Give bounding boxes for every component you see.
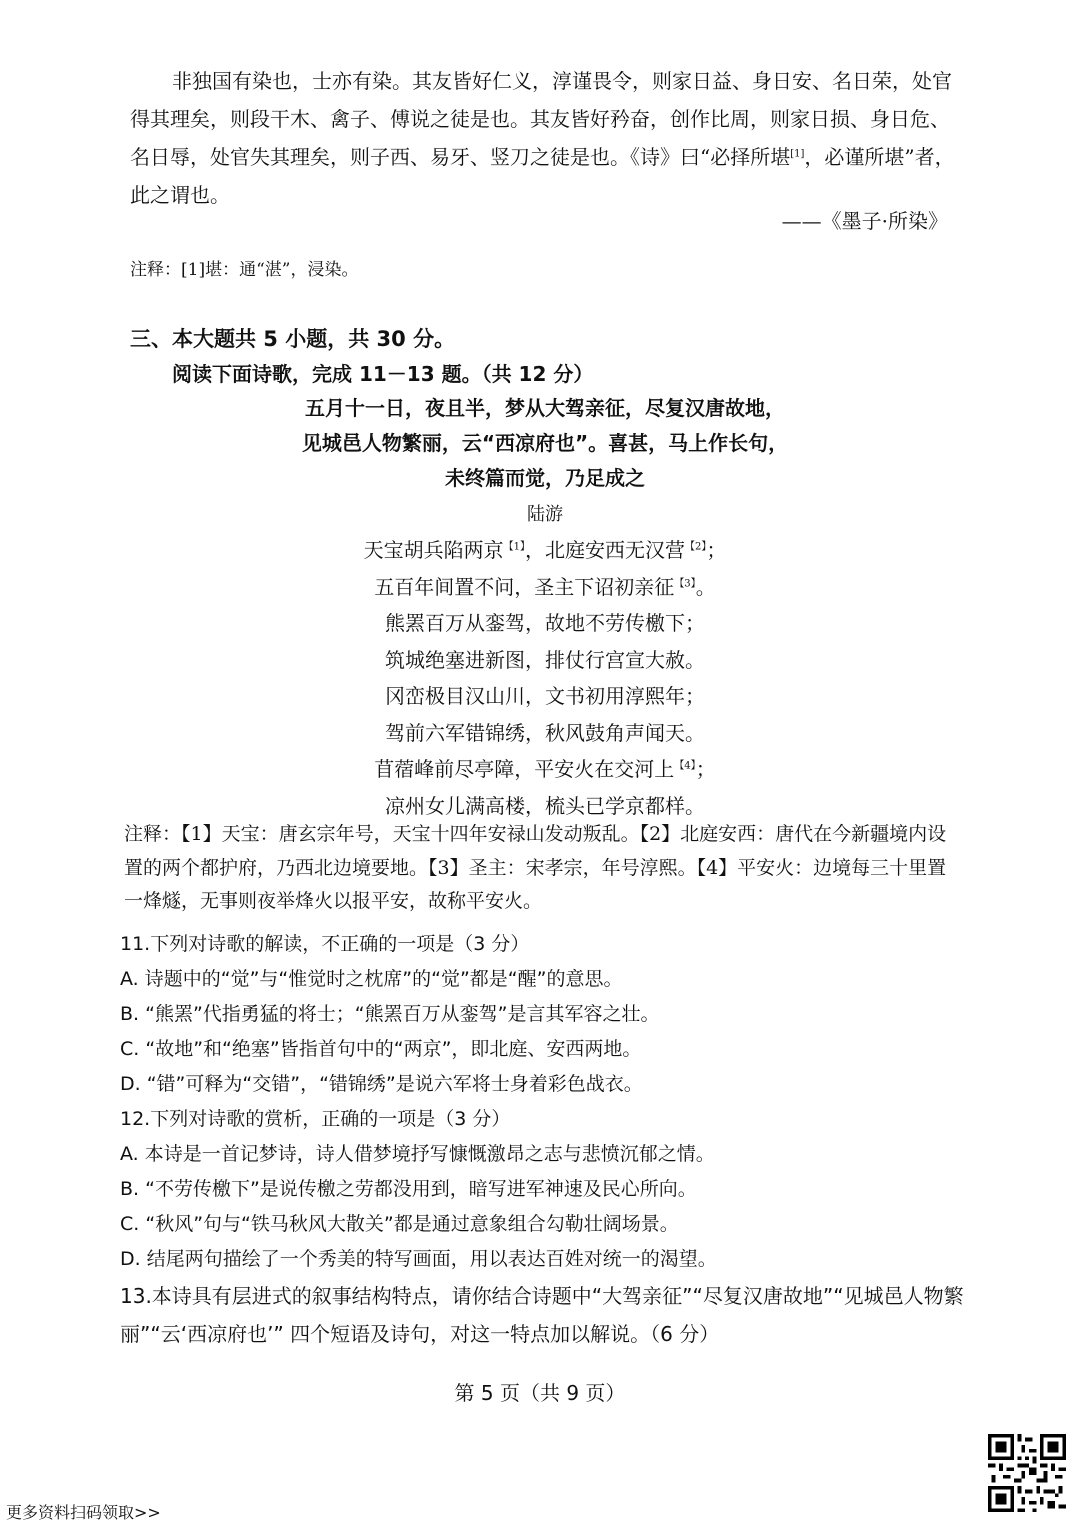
page-number: 第 5 页（共 9 页） [454,1381,626,1405]
question-11-option-b: B. “熊罴”代指勇猛的将士；“熊罴百万从銮驾”是言其军容之壮。 [120,1003,660,1025]
poem-line: 凉州女儿满高楼，梳头已学京都样。 [385,793,705,818]
passage-note: 注释：[1]堪：通“湛”，浸染。 [130,260,359,280]
question-12-option-a: A. 本诗是一首记梦诗，诗人借梦境抒写慷慨激昂之志与悲愤沉郁之情。 [120,1143,715,1165]
poem-line: 熊罴百万从銮驾，故地不劳传檄下； [385,611,705,635]
question-11-stem: 11.下列对诗歌的解读，不正确的一项是（3 分） [120,933,530,955]
question-12-option-b: B. “不劳传檄下”是说传檄之劳都没用到，暗写进军神速及民心所向。 [120,1178,697,1200]
section-intro: 阅读下面诗歌，完成 11－13 题。（共 12 分） [172,362,594,386]
poem-line: 天宝胡兵陷两京$^{【1】}$，北庭安西无汉营$^{【2】}$； [363,538,727,562]
poem-line: 冈峦极目汉山川，文书初用淳熙年； [385,684,705,708]
poem-title-line: 见城邑人物繁丽，云“西凉府也”。喜甚，马上作长句， [301,431,789,455]
passage-source: ——《墨子·所染》 [781,209,948,233]
question-12-option-d: D. 结尾两句描绘了一个秀美的特写画面，用以表达百姓对统一的渴望。 [120,1248,717,1270]
poem-body [130,532,960,824]
questions [120,927,970,1353]
poem-notes: 注释：【1】天宝：唐玄宗年号，天宝十四年安禄山发动叛乱。【2】北庭安西：唐代在今新疆境内设置的两个都护府，乃西北边境要地。【3】圣主：宋孝宗，年号淳熙。【4】平安火：边境每三十里置一烽燧，无事则夜举烽火以报平安，故称平安火。 [124,823,947,912]
question-13-stem: 13.本诗具有层进式的叙事结构特点，请你结合诗题中“大驾亲征”“尽复汉唐故地”“见城邑人物繁丽”“云‘西凉府也’” 四个短语及诗句，对这一特点加以解说。（6 分） [120,1284,964,1346]
question-11-option-d: D. “错”可释为“交错”，“错锦绣”是说六军将士身着彩色战衣。 [120,1073,643,1095]
poem-line: 苜蓿峰前尽亭障，平安火在交河上$^{【4】}$； [374,757,716,781]
poem-title-line: 未终篇而觉，乃足成之 [445,466,645,490]
section-heading: 三、本大题共 5 小题，共 30 分。 [130,327,456,351]
passage-text-end: ，必谨所堪”者，此之谓也。 [130,145,955,207]
question-11-option-c: C. “故地”和“绝塞”皆指首句中的“两京”，即北庭、安西两地。 [120,1038,642,1060]
question-12-option-c: C. “秋风”句与“铁马秋风大散关”都是通过意象组合勾勒壮阔场景。 [120,1213,679,1235]
classical-passage [130,62,960,214]
question-11-option-a: A. 诗题中的“觉”与“惟觉时之枕席”的“觉”都是“醒”的意思。 [120,968,623,990]
qr-code-icon[interactable] [988,1434,1066,1512]
poem-author: 陆游 [527,504,563,525]
passage-text: 非独国有染也，士亦有染。其友皆好仁义，淳谨畏令，则家日益、身日安、名日荣，处官得其理矣，则段干木、禽子、傅说之徒是也。其友皆好矜奋，创作比周，则家日损、身日危、名日辱，处官失其理矣，则子西、易牙、竖刀之徒是也。《诗》曰“必择所堪 [130,69,952,169]
poem-title-line: 五月十一日，夜且半，梦从大驾亲征，尽复汉唐故地， [305,396,785,420]
more-resources-link[interactable]: 更多资料扫码领取>> [6,1503,161,1522]
poem-line: 筑城绝塞进新图，排仗行宫宣大赦。 [385,647,705,672]
passage-footnote-mark: [1] [790,148,805,160]
question-12-stem: 12.下列对诗歌的赏析，正确的一项是（3 分） [120,1108,511,1130]
poem-line: 驾前六军错锦绣，秋风鼓角声闻天。 [385,720,705,745]
poem-line: 五百年间置不问，圣主下诏初亲征$^{【3】}$。 [374,574,716,599]
